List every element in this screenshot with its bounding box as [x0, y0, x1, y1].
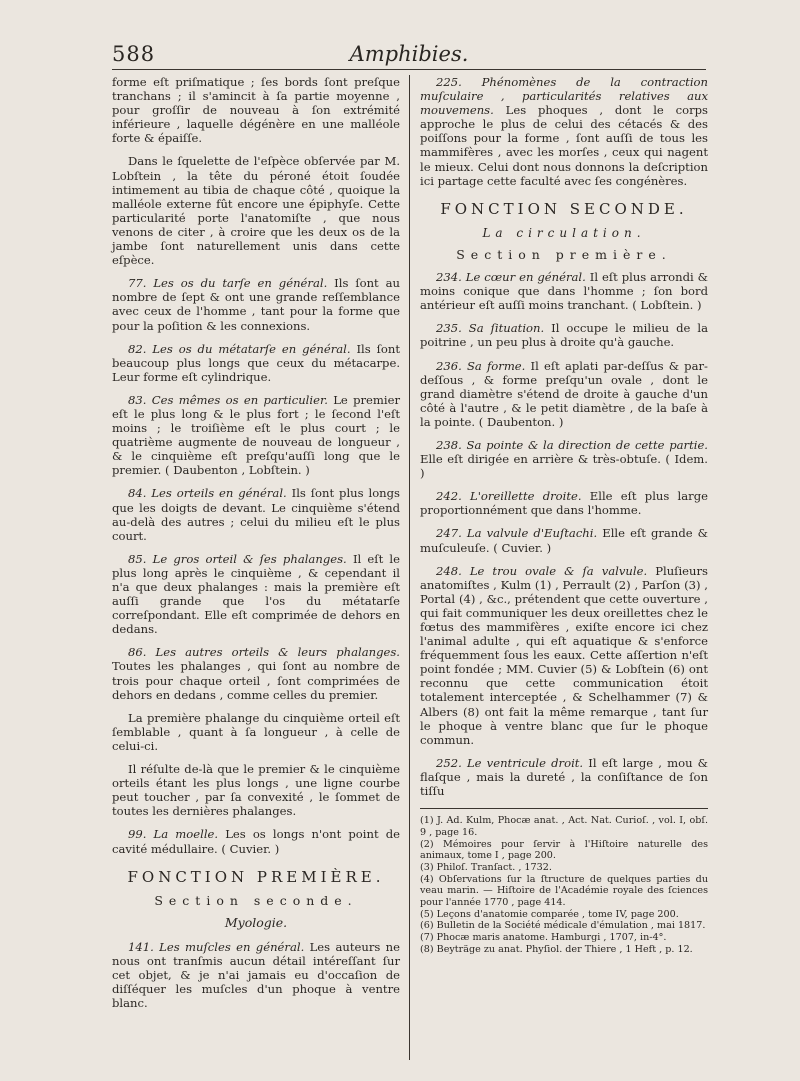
paragraph-text: Il occupe le milieu de la poitrine , un peu plus à droite qu'à gauche.: [420, 321, 708, 350]
header-rule: [112, 69, 706, 70]
paragraph: [420, 438, 708, 480]
paragraph-text: Toutes les phalanges , qui ſont au nombre de trois pour chaque orteil , ſont comprimées de dehors en dedans , comme celles du premier.: [112, 659, 400, 702]
paragraph-title: 84. Les orteils en général.: [128, 486, 287, 501]
footnote: (2) Mémoires pour ſervir à l'Hiſtoire naturelle des animaux, tome I , page 200.: [420, 838, 708, 862]
column-divider: [409, 75, 410, 1060]
paragraph-title: 238. Sa pointe & la direction de cette partie.: [436, 437, 708, 452]
paragraph-title: 236. Sa forme.: [436, 358, 526, 373]
page-number: 588: [112, 42, 156, 66]
paragraph: [112, 393, 400, 478]
left-column: [112, 75, 400, 1019]
paragraph-title: 225. Phénomènes de la contraction muſculaire , particularités relatives aux mouvemens.: [420, 75, 708, 118]
paragraph: [112, 762, 400, 818]
paragraph-title: 248. Le trou ovale & ſa valvule.: [436, 563, 648, 578]
paragraph-title: 85. Le gros orteil & ſes phalanges.: [128, 551, 347, 566]
footnote: (8) Beyträge zu anat. Phyſiol. der Thiere , 1 Heft , p. 12.: [420, 943, 693, 955]
paragraph-text: Elle eſt grande & muſculeuſe. ( Cuvier. ): [420, 526, 708, 555]
paragraph-title: 247. La valvule d'Euſtachi.: [436, 526, 598, 541]
fonction-heading: FONCTION SECONDE.: [440, 199, 688, 218]
section-heading: Section seconde.: [154, 892, 358, 908]
paragraph-text: Les os longs n'ont point de cavité médullaire. ( Cuvier. ): [112, 827, 401, 856]
paragraph-title: 141. Les muſcles en général.: [128, 939, 305, 954]
paragraph: [112, 552, 400, 637]
paragraph-text: Il eſt large , mou & flaſque , mais la dureté , la conſiſtance de ſon tiſſu: [420, 755, 708, 799]
paragraph: [112, 486, 400, 542]
paragraph: [112, 342, 400, 384]
footnote: (5) Leçons d'anatomie comparée , tome IV, page 200.: [420, 908, 679, 920]
paragraph-title: 86. Les autres orteils & leurs phalanges.: [128, 645, 400, 660]
paragraph-text: Ils ſont plus longs que les doigts de devant. Le cinquième s'étend au-delà des autres ; celui du milieu eſt le plus court.: [112, 486, 401, 543]
paragraph-title: 77. Les os du tarſe en général.: [128, 276, 328, 291]
paragraph-text: Pluſieurs anatomiſtes , Kulm (1) , Perrault (2) , Parſon (3) , Portal (4) , &c., prétendent que cette ouverture , qui fait communiquer les deux oreillettes chez le fœtus des mammifères , exiſte encore ici chez l'animal adulte , qui eſt aquatique & s'enforce fréquemment ſous les eaux. Cette aſſertion n'eſt point fondée ; MM. Cuvier (5) & Lobſtein (6) ont reconnu que cette communication étoit totalement interceptée , & Schelhammer (7) & Albers (8) ont fait la même remarque , tant ſur le phoque à ventre blanc que ſur le phoque commun.: [420, 563, 708, 747]
paragraph-text: Les phoques , dont le corps approche le plus de celui des cétacés & des poiſſons pour la forme , ſont auſſi de tous les mammifères , avec les morſes , ceux qui nagent le mieux. Celui dont nous donnons la deſcription ici partage cette faculté avec ſes congénères.: [420, 103, 708, 188]
paragraph-text: Dans le ſquelette de l'eſpèce obſervée par M. Lobſtein , la tête du péroné étoit ſoudée intimement au tibia de chaque côté , quoique la malléole externe fût encore une épiphyſe. Cette particularité porte l'anatomiſte , que nous venons de citer , à croire que les deux os de la jambe ſont naturellement unis dans cette eſpèce.: [112, 154, 400, 268]
paragraph-text: Les auteurs ne nous ont tranſmis aucun détail intéreſſant ſur cet objet, & je n'ai jamais eu d'occaſion de diſſéquer les muſcles d'un phoque à ventre blanc.: [112, 939, 400, 1011]
paragraph: [112, 645, 400, 701]
paragraph: [420, 75, 708, 188]
paragraph-text: Le premier eſt le plus long & le plus fort ; le ſecond l'eſt moins ; le troiſième eſt le plus court ; le quatrième augmente de nouveau de longueur , & le cinquième eſt preſqu'auſſi long que le premier. ( Daubenton , Lobſtein. ): [112, 392, 400, 478]
footnote: (3) Philoſ. Tranſact. , 1732.: [420, 861, 552, 873]
paragraph-title: 252. Le ventricule droit.: [436, 755, 584, 770]
running-header: [112, 42, 706, 70]
section-heading: Section première.: [456, 246, 672, 262]
paragraph-text: Il eſt plus arrondi & moins conique que dans l'homme ; ſon bord antérieur eſt auſſi moins tranchant. ( Lobſtein. ): [420, 270, 709, 313]
paragraph-title: 234. Le cœur en général.: [436, 270, 586, 285]
paragraph-title: 99. La moelle.: [128, 827, 219, 842]
running-title: Amphibies.: [349, 42, 469, 66]
subsection-heading: Myologie.: [224, 914, 288, 930]
paragraph: [112, 154, 400, 267]
paragraph: [420, 564, 708, 747]
paragraph: [420, 489, 708, 517]
paragraph-title: 82. Les os du métatarſe en général.: [128, 341, 351, 356]
paragraph: [112, 276, 400, 332]
footnote: (6) Bulletin de la Société médicale d'émulation , mai 1817.: [420, 920, 706, 932]
footnote-rule: [420, 808, 708, 809]
paragraph: [420, 526, 708, 554]
footnotes: [420, 815, 708, 955]
paragraph: [420, 270, 708, 312]
paragraph-title: 83. Ces mêmes os en particulier.: [128, 392, 328, 407]
paragraph: [420, 321, 708, 349]
paragraph-text: Elle eſt dirigée en arrière & très-obtuſe. ( Idem. ): [420, 452, 708, 481]
paragraph: [112, 75, 400, 145]
paragraph-text: La première phalange du cinquième orteil eſt ſemblable , quant à ſa longueur , à celle de celui-ci.: [112, 710, 400, 753]
circulation-heading: La circulation.: [482, 225, 646, 240]
footnote: (1) J. Ad. Kulm, Phocæ anat. , Act. Nat. Curioſ. , vol. I, obſ. 9 , page 16.: [420, 815, 708, 838]
paragraph-text: Elle eſt plus large proportionnément que dans l'homme.: [420, 489, 709, 518]
paragraph-text: Ils ſont au nombre de ſept & ont une grande reſſemblance avec ceux de l'homme , tant pour la forme que pour la poſition & les connexions.: [112, 276, 400, 333]
footnote: (7) Phocæ maris anatome. Hamburgi , 1707, in-4°.: [420, 932, 667, 944]
paragraph-text: Il eſt le plus long après le cinquième , & cependant il n'a que deux phalanges : mais la première eſt auſſi grande que l'os du métatarſe correſpondant. Elle eſt comprimée de dehors en dedans.: [112, 551, 400, 637]
paragraph: [112, 711, 400, 753]
right-column: [420, 75, 708, 956]
paragraph-text: Ils ſont beaucoup plus longs que ceux du métacarpe. Leur forme eſt cylindrique.: [112, 341, 400, 384]
fonction-heading: FONCTION PREMIÈRE.: [127, 867, 385, 886]
paragraph-text: forme eſt priſmatique ; ſes bords ſont preſque tranchans ; il s'amincit à ſa partie moyenne , pour groſſir de nouveau à ſon extrémité inférieure , laquelle dégénère en une malléole forte & épaiſſe.: [112, 75, 400, 146]
paragraph: [420, 756, 708, 798]
paragraph: [420, 359, 708, 429]
footnote: (4) Obſervations ſur la ſtructure de quelques parties du veau marin. — Hiſtoire de l'Académie royale des ſciences pour l'année 1770 , page 414.: [420, 873, 708, 909]
paragraph: [112, 827, 400, 855]
paragraph: [112, 940, 400, 1010]
paragraph-title: 242. L'oreillette droite.: [436, 489, 582, 504]
paragraph-text: Il réſulte de-là que le premier & le cinquième orteils étant les plus longs , une ligne courbe peut toucher , par ſa convexité , le ſommet de toutes les dernières phalanges.: [112, 762, 400, 819]
paragraph-title: 235. Sa ſituation.: [436, 321, 545, 336]
paragraph-text: Il eſt aplati par-deſſus & par-deſſous , & forme preſqu'un ovale , dont le grand diamètre s'étend de droite à gauche d'un côté à l'autre , & le petit diamètre , de la baſe à la pointe. ( Daubenton. ): [420, 358, 708, 429]
